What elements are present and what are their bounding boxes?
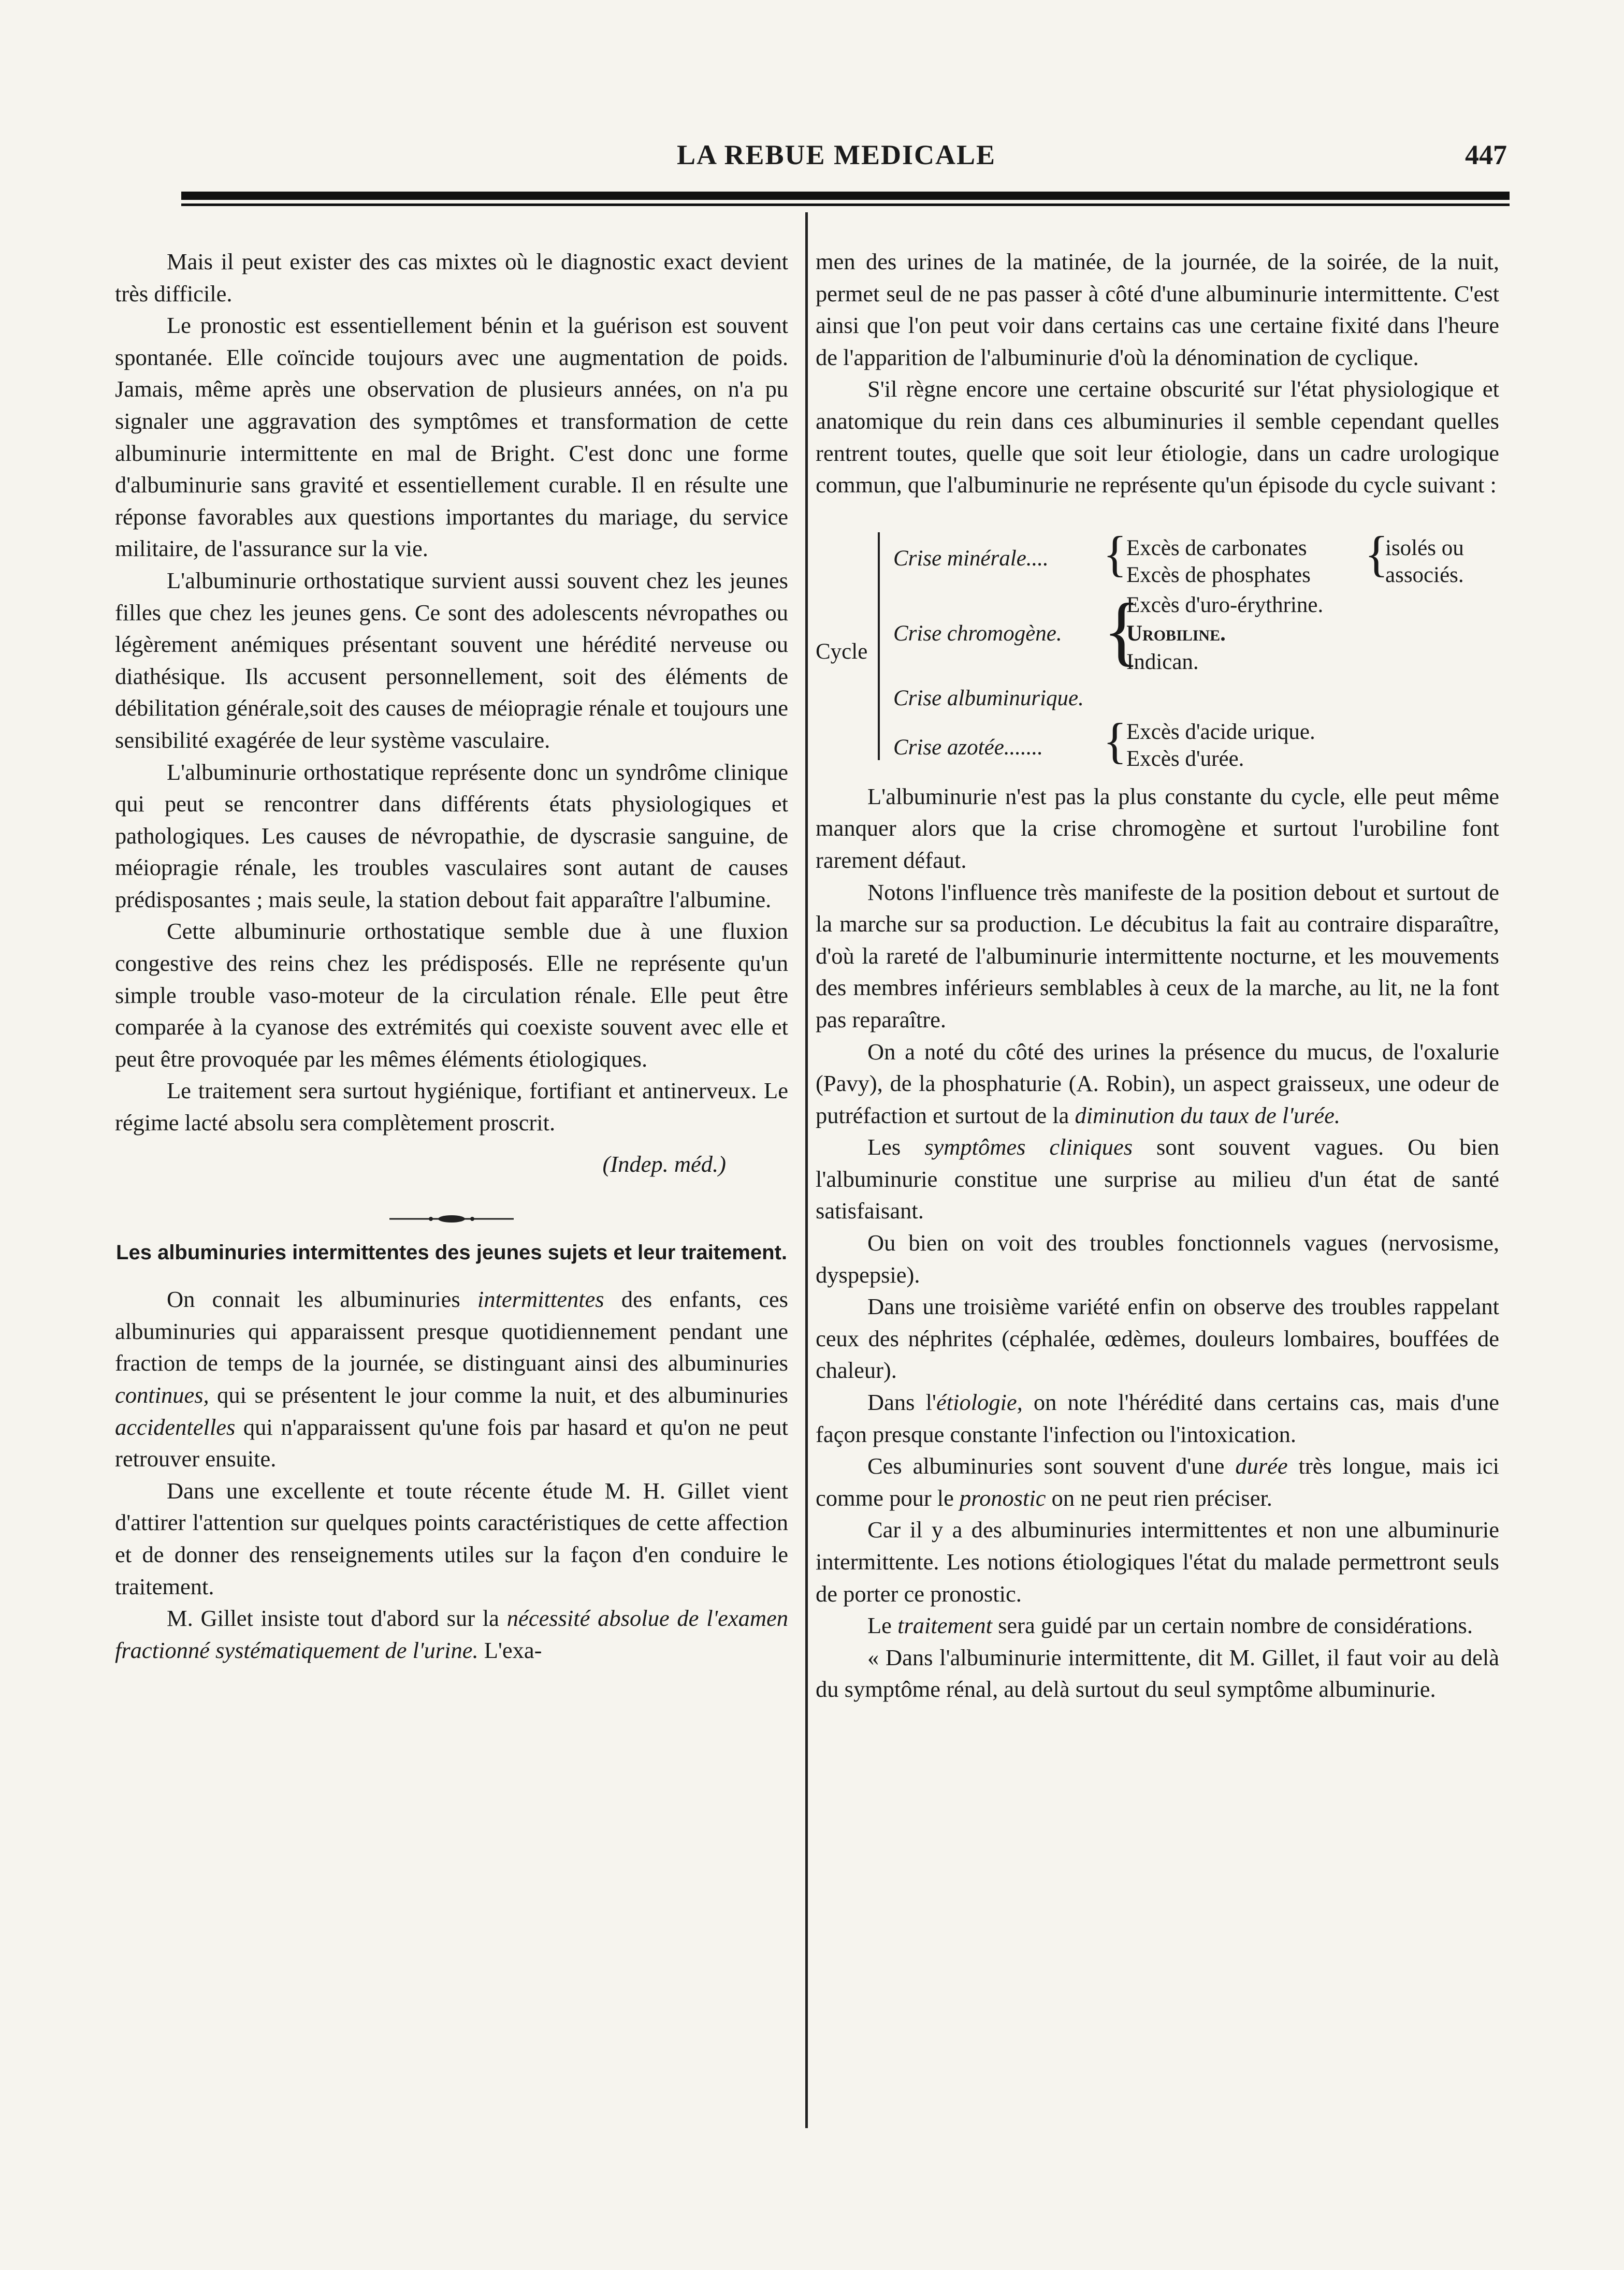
scheme-item: Urobiline.: [1126, 621, 1226, 646]
paragraph: [816, 1450, 1499, 1514]
paragraph: men des urines de la matinée, de la journée, de la soirée, de la nuit, permet seul de ne pas passer à côté d'une albuminurie intermittente. C'est ainsi que l'on peut voir dans certains cas une certaine fixité dans l'heure de l'apparition de l'albuminurie d'où la dénomination de cyclique.: [816, 249, 1499, 370]
scheme-item: Excès de phosphates: [1126, 562, 1311, 587]
crise-chromogene: Crise chromogène.: [893, 621, 1062, 646]
running-title: LA REBUE MEDICALE: [676, 139, 996, 170]
paragraph: Le pronostic est essentiellement bénin et la guérison est souvent spontanée. Elle coïncide toujours avec une augmentation de poids. Jamais, même après une observation de plusieurs années, on n'a pu signaler une aggravation des symptômes et transformation de cette albuminurie intermittente en mal de Bright. C'est donc une forme d'albuminurie sans gravité et essentiellement curable. Il en résulte une réponse favorables aux questions importantes du mariage, du service militaire, de l'assurance sur la vie.: [115, 312, 788, 562]
paragraph: [115, 1603, 788, 1666]
paragraph: Mais il peut exister des cas mixtes où le diagnostic exact devient très difficile.: [115, 249, 788, 307]
text-span: M. Gillet insiste tout d'abord sur la: [167, 1605, 507, 1632]
brace-glyph: {: [1365, 526, 1389, 581]
cycle-scheme: [816, 526, 1499, 771]
emphasis: pronostic: [960, 1485, 1046, 1511]
scheme-item: Excès d'uro-érythrine.: [1126, 592, 1324, 617]
text-span: Les: [867, 1134, 925, 1160]
section-title: Les albuminuries intermittentes des jeunes sujets et leur traitement.: [116, 1241, 787, 1264]
text-span: L'exa-: [478, 1637, 542, 1663]
left-column: [115, 246, 788, 1666]
scheme-item: associés.: [1385, 562, 1464, 587]
paragraph: [816, 1036, 1499, 1132]
paragraph: L'albuminurie orthostatique représente donc un syndrôme clinique qui peut se rencontrer dans différents états physiologiques et pathologiques. Les causes de névropathie, de dyscrasie sanguine, de méiopragie rénale, les troubles vasculaires sont autant de causes prédisposantes ; mais seule, la station debout fait apparaître l'albumine.: [115, 759, 788, 912]
source-signature: (Indep. méd.): [602, 1151, 726, 1177]
paragraph: Dans une troisième variété enfin on observe des troubles rappelant ceux des néphrites (céphalée, œdèmes, douleurs lombaires, bouffées de chaleur).: [816, 1293, 1499, 1384]
paragraph: L'albuminurie n'est pas la plus constante du cycle, elle peut même manquer alors que la crise chromogène et surtout l'urobiline font rarement défaut.: [816, 783, 1499, 873]
scheme-item: isolés ou: [1385, 535, 1464, 560]
emphasis: étiologie,: [936, 1389, 1023, 1416]
text-span: On a noté du côté des urines la présence du mucus, de l'oxalurie (Pavy), de la phosphaturie (A. Robin), un aspect graisseux, une odeur de putréfaction et surtout de la: [816, 1038, 1499, 1128]
paragraph: S'il règne encore une certaine obscurité sur l'état physiologique et anatomique du rein dans ces albuminuries il semble cependant quelles rentrent toutes, quelle que soit leur étiologie, dans un cadre urologique commun, que l'albuminurie ne représente qu'un épisode du cycle suivant :: [816, 376, 1499, 498]
emphasis: nécessité absolue de l'examen fractionné systématiquement de l'urine.: [115, 1605, 788, 1663]
cycle-label: Cycle: [816, 639, 868, 664]
paragraph: Dans une excellente et toute récente étude M. H. Gillet vient d'attirer l'attention sur quelques points caractéristiques de cette affection et de donner des renseignements utiles sur la façon d'en conduire le traitement.: [115, 1477, 788, 1599]
paragraph: [816, 1131, 1499, 1227]
text-span: On connait les albuminuries: [167, 1286, 477, 1313]
text-span: des enfants, ces albuminuries qui apparaissent presque quotidiennement pendant une fraction de temps de la journée, se distinguant ainsi des albuminuries: [115, 1286, 788, 1376]
paragraph: Ou bien on voit des troubles fonctionnels vagues (nervosisme, dyspepsie).: [816, 1230, 1499, 1288]
text-span: sera guidé par un certain nombre de considérations.: [992, 1612, 1473, 1639]
brace-glyph: {: [1103, 526, 1127, 581]
scheme-item: Excès de carbonates: [1126, 535, 1307, 560]
text-span: Le: [867, 1612, 898, 1639]
text-span: on ne peut rien préciser.: [1046, 1485, 1272, 1511]
right-column: [816, 246, 1499, 1706]
emphasis: traitement: [897, 1612, 992, 1639]
text-span: Ces albuminuries sont souvent d'une: [867, 1453, 1236, 1479]
paragraph: L'albuminurie orthostatique survient aussi souvent chez les jeunes filles que chez les jeunes gens. Ce sont des adolescents névropathes ou légèrement anémiques présentant souvent une hérédité nerveuse ou diathésique. Ils accusent personnellement, soit des éléments de débilitation générale,soit des causes de méiopragie rénale et toujours une sensibilité exagérée de leur système vasculaire.: [115, 567, 788, 753]
scheme-item: Indican.: [1126, 649, 1199, 674]
text-span: qui se présentent le jour comme la nuit, et des albuminuries: [209, 1382, 788, 1408]
text-span: qui n'apparaissent qu'une fois par hasard et qu'on ne peut retrouver ensuite.: [115, 1414, 788, 1472]
emphasis: continues,: [115, 1382, 209, 1408]
running-header: [161, 139, 1512, 180]
crise-azotee: Crise azotée.......: [893, 735, 1043, 760]
paragraph: [816, 1387, 1499, 1450]
text-span: Dans l': [867, 1389, 936, 1416]
scheme-item: Excès d'urée.: [1126, 746, 1244, 771]
paragraph: Le traitement sera surtout hygiénique, fortifiant et antinerveux. Le régime lacté absolu sera complètement proscrit.: [115, 1078, 788, 1136]
paragraph: « Dans l'albuminurie intermittente, dit M. Gillet, il faut voir au delà du symptôme rénal, au delà surtout du seul symptôme albuminurie.: [816, 1644, 1499, 1702]
emphasis: diminution du taux de l'urée.: [1075, 1102, 1340, 1128]
paragraph: [115, 1284, 788, 1475]
emphasis: durée: [1235, 1453, 1288, 1479]
emphasis: intermittentes: [477, 1286, 604, 1313]
emphasis: symptômes cliniques: [924, 1134, 1133, 1160]
header-rule-thin: [181, 203, 1510, 206]
paragraph: Notons l'influence très manifeste de la position debout et surtout de la marche sur sa production. Le décubitus la fait au contraire disparaître, d'où la rareté de l'albuminurie intermittente nocturne, et les mouvements des membres inférieurs semblables à ceux de la marche, au lit, ne la font pas reparaître.: [816, 879, 1499, 1032]
section-ornament: [115, 1201, 788, 1216]
column-divider: [805, 212, 808, 2128]
paragraph: Cette albuminurie orthostatique semble due à une fluxion congestive des reins chez les prédisposés. Elle ne représente qu'un simple trouble vaso-moteur de la circulation rénale. Elle peut être comparée à la cyanose des extrémités qui coexiste souvent avec elle et peut être provoquée par les mêmes éléments étiologiques.: [115, 918, 788, 1072]
paragraph: [816, 1610, 1499, 1642]
crise-minerale: Crise minérale....: [893, 546, 1049, 571]
text-span: sont souvent vagues. Ou bien l'albuminurie constitue une surprise au milieu d'un état de santé satisfaisant.: [816, 1134, 1500, 1224]
crise-albuminurique: Crise albuminurique.: [893, 686, 1084, 710]
paragraph: Car il y a des albuminuries intermittentes et non une albuminurie intermittente. Les notions étiologiques l'état du malade permettront seuls de porter ce pronostic.: [816, 1517, 1499, 1607]
text-span: très longue, mais ici comme pour le: [816, 1453, 1500, 1511]
page-number: 447: [1465, 139, 1507, 170]
text-span: on note l'hérédité dans certains cas, mais d'une façon presque constante l'infection ou l'intoxication.: [816, 1389, 1499, 1447]
header-rule-thick: [181, 192, 1510, 200]
cycle-bracket: [878, 532, 880, 760]
brace-glyph: {: [1103, 712, 1127, 768]
brace-glyph: {: [1103, 587, 1140, 674]
emphasis: accidentelles: [115, 1414, 236, 1440]
scheme-item: Excès d'acide urique.: [1126, 719, 1315, 744]
